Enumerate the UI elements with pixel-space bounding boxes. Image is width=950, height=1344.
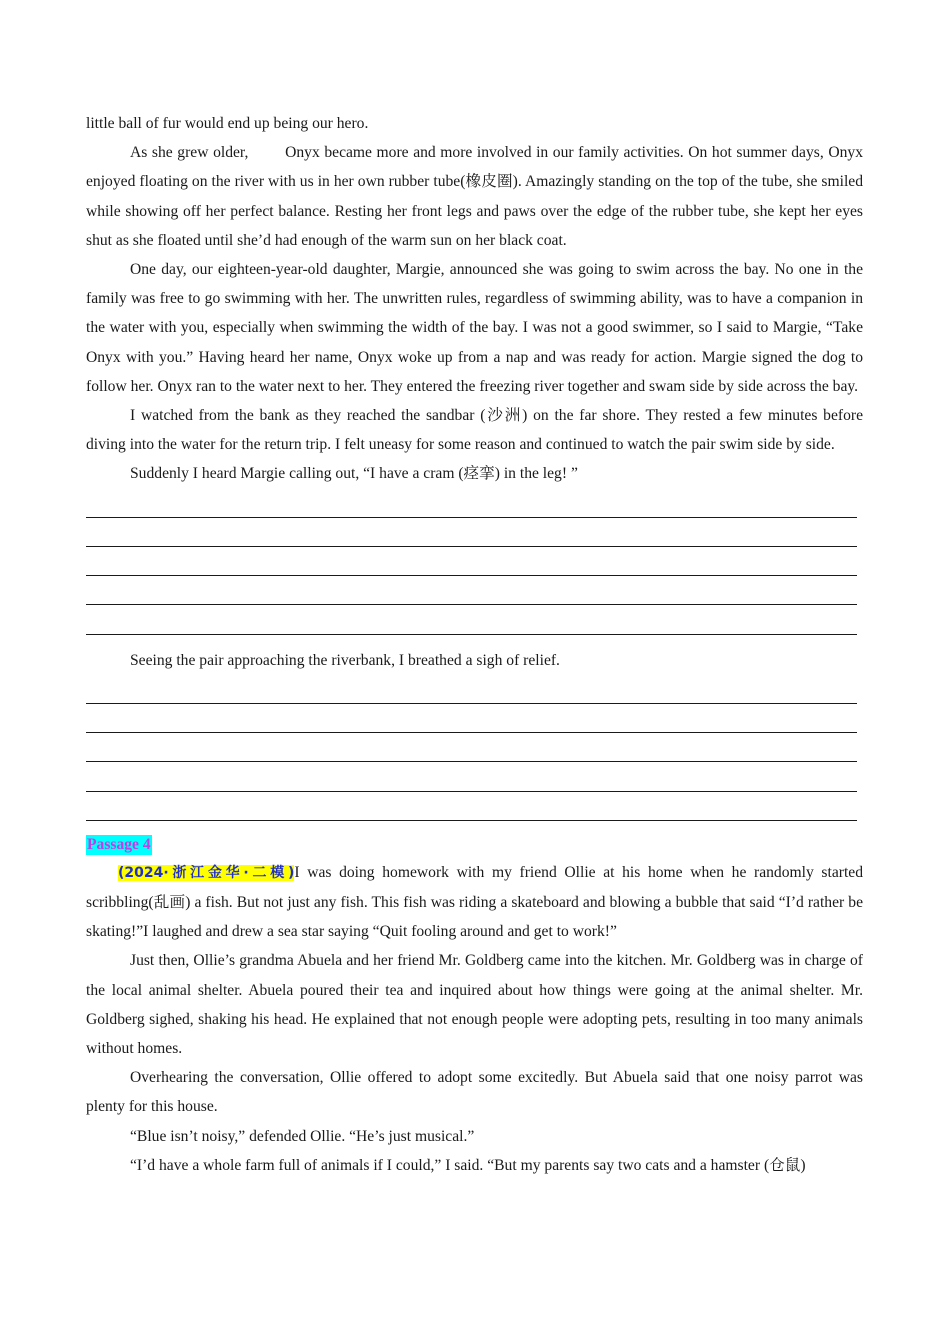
paragraph [86, 858, 863, 947]
paragraph: I watched from the bank as they reached the sandbar (沙洲) on the far shore. They rested a few minutes before diving into the water for the return trip. I felt uneasy for some reason and continued to watch the pair swim side by side. [86, 407, 863, 454]
answer-line[interactable] [86, 554, 863, 583]
answer-line[interactable] [86, 682, 863, 711]
continuation-prompt-2: Seeing the pair approaching the riverbank, I breathed a sigh of relief. [130, 651, 560, 669]
answer-line[interactable] [86, 525, 863, 554]
source-tag: (2024·浙江金华·二模) [118, 864, 295, 881]
paragraph: “Blue isn’t noisy,” defended Ollie. “He’s just musical.” [130, 1127, 475, 1145]
answer-line[interactable] [86, 740, 863, 769]
answer-line[interactable] [86, 711, 863, 740]
passage-heading: Passage 4 [87, 835, 151, 853]
passage-heading-row [86, 832, 863, 858]
paragraph-text: I was doing homework with my friend Ollie at his home when he randomly started scribbling(乱画) a fish. But not just any fish. This fish was riding a skateboard and blowing a bubble that said “I’d rather be skating!”I laughed and drew a sea star saying “Quit fooling around and get to work!” [86, 863, 863, 941]
paragraph: One day, our eighteen-year-old daughter, Margie, announced she was going to swim across the bay. No one in the family was free to go swimming with her. The unwritten rules, regardless of swimming ability, was to have a companion in the water with you, especially when swimming the width of the bay. I was not a good swimmer, so I said to Margie, “Take Onyx with you.” Having heard her name, Onyx woke up from a nap and was ready for action. Margie signed the dog to follow her. Onyx ran to the water next to her. They entered the freezing river together and swam side by side across the bay. [86, 261, 863, 395]
paragraph: Overhearing the conversation, Ollie offered to adopt some excitedly. But Abuela said that one noisy parrot was plenty for this house. [86, 1069, 863, 1116]
answer-line[interactable] [86, 799, 863, 828]
paragraph: Just then, Ollie’s grandma Abuela and her friend Mr. Goldberg came into the kitchen. Mr. Goldberg was in charge of the local animal shelter. Abuela poured their tea and inquired about how things were going at the animal shelter. Mr. Goldberg sighed, shaking his head. He explained that not enough people were adopting pets, resulting in too many animals without homes. [86, 952, 863, 1057]
answer-lines-1 [86, 496, 863, 642]
answer-line[interactable] [86, 583, 863, 612]
answer-line[interactable] [86, 612, 863, 641]
answer-line[interactable] [86, 496, 863, 525]
continuation-prompt-1: Suddenly I heard Margie calling out, “I have a cram (痉挛) in the leg! ” [130, 465, 578, 483]
paragraph: “I’d have a whole farm full of animals if I could,” I said. “But my parents say two cats and a hamster (仓鼠) [130, 1156, 806, 1174]
paragraph: little ball of fur would end up being our hero. [86, 115, 369, 132]
document-page [86, 109, 863, 1180]
answer-lines-2 [86, 682, 863, 828]
paragraph: As she grew older, Onyx became more and more involved in our family activities. On hot summer days, Onyx enjoyed floating on the river with us in her own rubber tube(橡皮圈). Amazingly standing on the top of the tube, she smiled while showing off her perfect balance. Resting her front legs and paws over the edge of the rubber tube, she kept her eyes shut as she floated until she’d had enough of the warm sun on her black coat. [86, 144, 863, 249]
answer-line[interactable] [86, 769, 863, 798]
